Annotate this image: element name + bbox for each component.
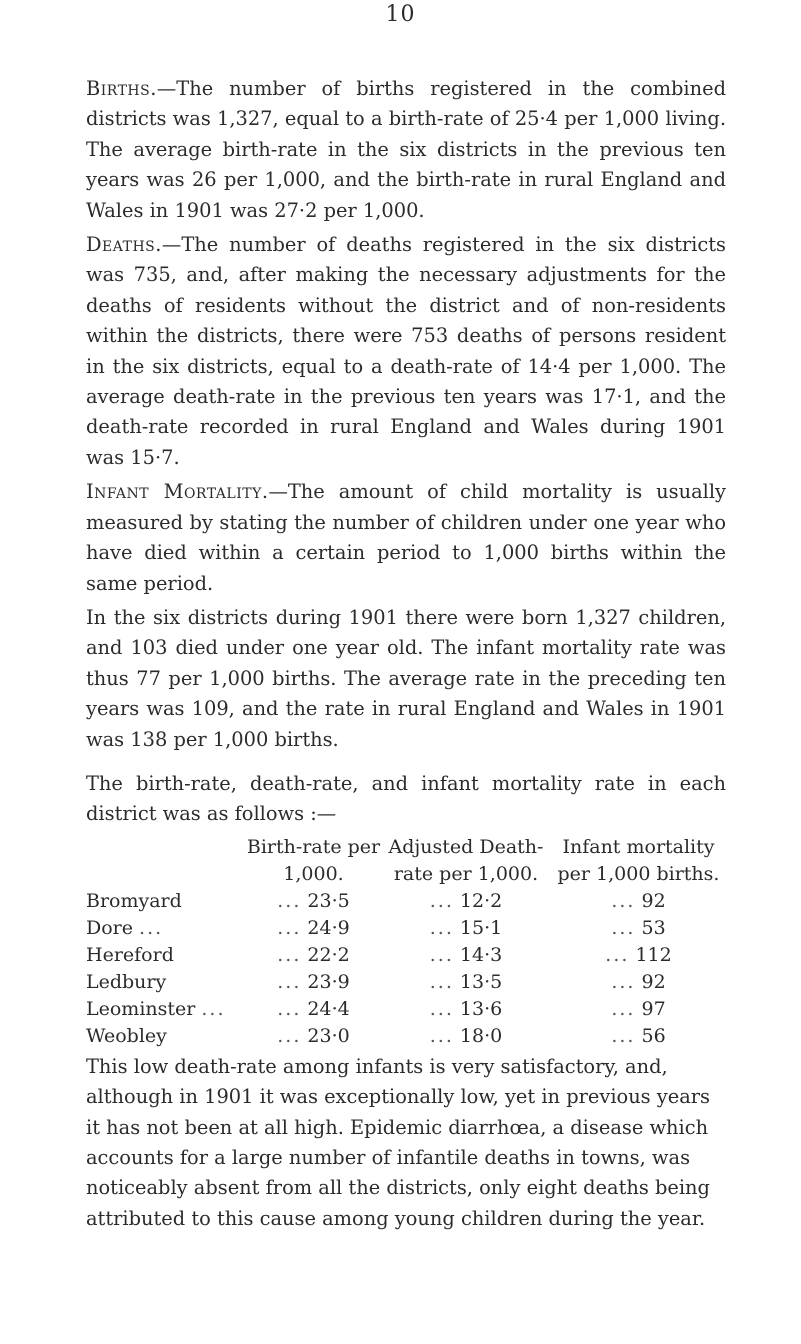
infant-mortality-cell: ... 97 — [611, 997, 666, 1020]
header-death-rate: Adjusted Death-rate per 1,000. — [388, 835, 544, 885]
infant-mortality-cell: ... 112 — [605, 943, 672, 966]
death-rate-cell: ... 13·6 — [429, 997, 503, 1020]
page-body — [86, 74, 726, 1238]
table-row — [86, 942, 726, 969]
table-header-row — [86, 834, 726, 888]
deaths-heading: Deaths. — [86, 233, 162, 257]
births-paragraph — [86, 74, 726, 226]
header-birth-rate: Birth-rate per 1,000. — [246, 835, 381, 885]
infant-mortality-paragraph — [86, 477, 726, 599]
page-number: 10 — [385, 2, 416, 27]
infant-mortality-cell: ... 56 — [611, 1024, 666, 1047]
death-rate-cell: ... 14·3 — [429, 943, 503, 966]
district-name: Hereford — [86, 943, 174, 966]
births-heading: Births. — [86, 77, 157, 100]
district-name: Bromyard — [86, 889, 182, 912]
infant-mortality-cell: ... 92 — [611, 970, 666, 993]
district-name: Weobley — [86, 1024, 167, 1047]
district-name: Dore ... — [86, 916, 164, 939]
birth-rate-cell: ... 23·9 — [277, 970, 350, 993]
death-rate-cell: ... 18·0 — [429, 1024, 503, 1047]
district-rates-table — [86, 834, 726, 1050]
table-row — [86, 888, 726, 915]
deaths-text: —The number of deaths registered in the six districts was 735, and, after making the necessary adjustments for the deaths of residents without the district and of non-residents within the districts, there were 753 deaths of persons resident in the six districts, equal to a death-rate of 14·4 per 1,000. The average death-rate in the previous ten years was 17·1, and the death-rate recorded in rural England and Wales during 1901 was 15·7. — [86, 233, 726, 469]
birth-rate-cell: ... 22·2 — [277, 943, 350, 966]
table-intro-paragraph: The birth-rate, death-rate, and infant mortality rate in each district was as follows :— — [86, 771, 726, 826]
district-name: Leominster ... — [86, 997, 226, 1020]
table-row — [86, 915, 726, 942]
birth-rate-cell: ... 24·4 — [277, 997, 350, 1020]
six-districts-paragraph: In the six districts during 1901 there were born 1,327 children, and 103 died under one year old. The infant mortality rate was thus 77 per 1,000 births. The average rate in the preceding ten years was 109, and the rate in rural England and Wales in 1901 was 138 per 1,000 births. — [86, 605, 726, 751]
birth-rate-cell: ... 23·0 — [277, 1024, 350, 1047]
infant-mortality-cell: ... 92 — [611, 889, 666, 912]
birth-rate-cell: ... 23·5 — [277, 889, 350, 912]
infant-mortality-text: —The amount of child mortality is usually measured by stating the number of children under one year who have died within a certain period to 1,000 births within the same period. — [86, 480, 726, 595]
table-row — [86, 1023, 726, 1050]
closing-paragraph: This low death-rate among infants is very satisfactory, and, although in 1901 it was exceptionally low, yet in previous years it has not been at all high. Epidemic diarrhœa, a disease which accounts for a large number of infantile deaths in towns, was noticeably absent from all the districts, only eight deaths being attributed to this cause among young children during the year. — [86, 1054, 711, 1230]
header-infant-mortality: Infant mortality per 1,000 births. — [557, 835, 720, 885]
death-rate-cell: ... 15·1 — [429, 916, 503, 939]
district-name: Ledbury — [86, 970, 167, 993]
death-rate-cell: ... 12·2 — [429, 889, 503, 912]
death-rate-cell: ... 13·5 — [429, 970, 503, 993]
table-row — [86, 969, 726, 996]
table-row — [86, 996, 726, 1023]
deaths-paragraph — [86, 230, 726, 473]
header-district — [86, 834, 246, 888]
infant-mortality-heading: Infant Mortality. — [86, 480, 269, 504]
infant-mortality-cell: ... 53 — [611, 916, 666, 939]
birth-rate-cell: ... 24·9 — [277, 916, 350, 939]
births-text: —The number of births registered in the combined districts was 1,327, equal to a birth-rate of 25·4 per 1,000 living. The average birth-rate in the six districts in the previous ten years was 26 per 1,000, and the birth-rate in rural England and Wales in 1901 was 27·2 per 1,000. — [86, 77, 726, 222]
